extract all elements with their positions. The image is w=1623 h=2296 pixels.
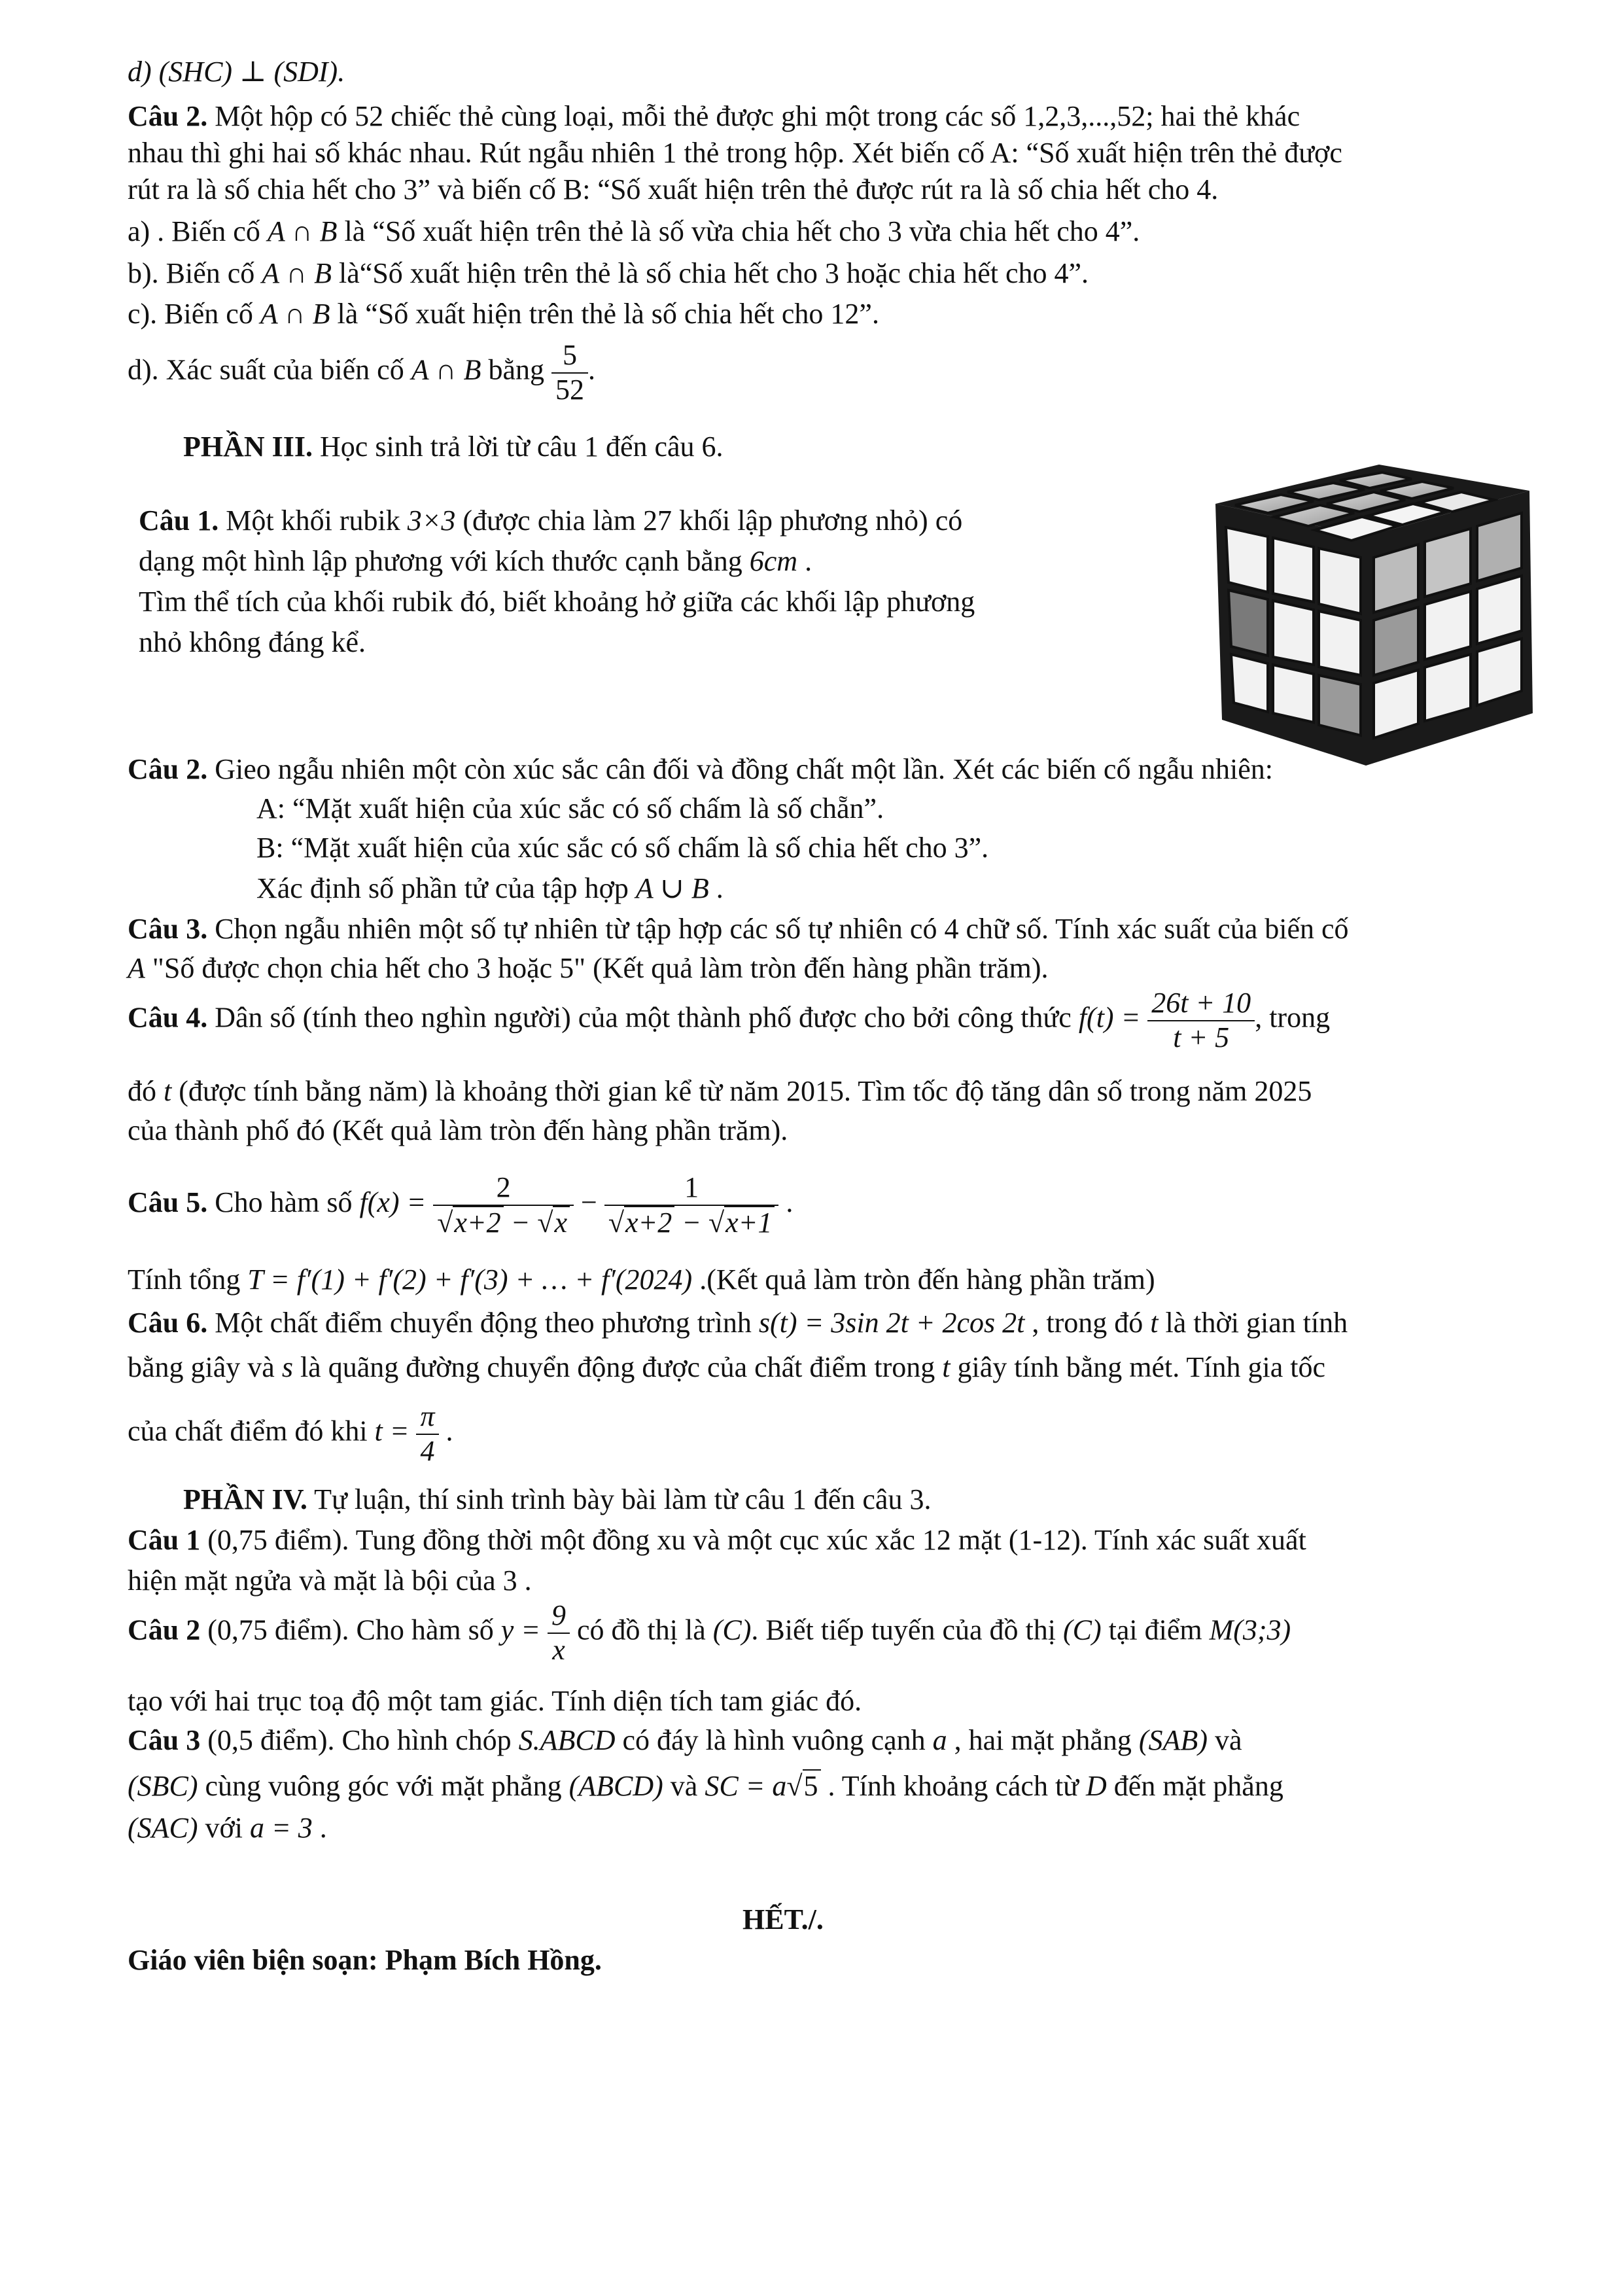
q5-line2: Tính tổng T = f′(1) + f′(2) + f′(3) + … + f′(2024) .(Kết quả làm tròn đến hàng phần trăm)	[128, 1263, 1155, 1296]
part4-heading: PHẦN IV. Tự luận, thí sinh trình bày bài làm từ câu 1 đến câu 3.	[183, 1483, 932, 1515]
fraction-pi-4: $\frac{\pi}{4}$	[416, 1400, 438, 1468]
e2-line1: Câu 2 (0,75 điểm). Cho hàm số y = $\frac{9}{x}$ có đồ thị là (C). Biết tiếp tuyến của đồ thị (C) tại điểm M(3;3)	[128, 1599, 1291, 1666]
q2-line1: Câu 2. Gieo ngẫu nhiên một còn xúc sắc cân đối và đồng chất một lần. Xét các biến cố ngẫu nhiên:	[128, 753, 1273, 785]
q2-event-b: B: “Mặt xuất hiện của xúc sắc có số chấm là số chia hết cho 3”.	[256, 832, 989, 864]
rubik-cube-image	[1202, 465, 1543, 772]
e3-line2: (SBC) cùng vuông góc với mặt phẳng (ABCD) và SC = a√5 . Tính khoảng cách từ D đến mặt phẳng	[128, 1770, 1283, 1802]
q3-line2: A "Số được chọn chia hết cho 3 hoặc 5" (Kết quả làm tròn đến hàng phần trăm).	[128, 952, 1049, 984]
q3-line1: Câu 3. Chọn ngẫu nhiên một số tự nhiên từ tập hợp các số tự nhiên có 4 chữ số. Tính xác suất của biến cố	[128, 913, 1349, 945]
p2-cau2-option-b: b). Biến cố A ∩ B là“Số xuất hiện trên thẻ là số chia hết cho 3 hoặc chia hết cho 4”.	[128, 257, 1089, 289]
q6-line3: của chất điểm đó khi t = $\frac{\pi}{4}$ .	[128, 1400, 453, 1467]
q1-line3: Tìm thể tích của khối rubik đó, biết khoảng hở giữa các khối lập phương	[139, 586, 975, 618]
q4-line1: Câu 4. Dân số (tính theo nghìn người) của một thành phố được cho bởi công thức f(t) = $\frac{26t + 10}{t + 5}$ , trong	[128, 987, 1331, 1053]
q6-line2: bằng giây và s là quãng đường chuyển động được của chất điểm trong t giây tính bằng mét. Tính gia tốc	[128, 1351, 1326, 1383]
q4-line3: của thành phố đó (Kết quả làm tròn đến hàng phần trăm).	[128, 1114, 788, 1146]
teacher-credit: Giáo viên biện soạn: Phạm Bích Hồng.	[128, 1944, 602, 1976]
e3-line1: Câu 3 (0,5 điểm). Cho hình chóp S.ABCD có đáy là hình vuông cạnh a , hai mặt phẳng (SAB) và	[128, 1724, 1242, 1756]
fraction-9-x: $\frac{9}{x}$	[548, 1599, 570, 1667]
q6-line1: Câu 6. Một chất điểm chuyển động theo phương trình s(t) = 3sin 2t + 2cos 2t , trong đó t là thời gian tính	[128, 1307, 1348, 1339]
part3-heading: PHẦN III. Học sinh trả lời từ câu 1 đến câu 6.	[183, 431, 724, 463]
e2-line2: tạo với hai trục toạ độ một tam giác. Tính diện tích tam giác đó.	[128, 1685, 862, 1717]
e3-line3: (SAC) với a = 3 .	[128, 1812, 327, 1844]
p2-cau2-option-c: c). Biến cố A ∩ B là “Số xuất hiện trên thẻ là số chia hết cho 12”.	[128, 298, 879, 330]
q5-line1: Câu 5. Cho hàm số f(x) = $\frac{2}{√x+2 - √x}$ − $\frac{1}{√x+2 - √x+1}$ .	[128, 1171, 794, 1239]
p2-cau2-option-a: a) . Biến cố A ∩ B là “Số xuất hiện trên thẻ là số vừa chia hết cho 3 vừa chia hết cho 4”.	[128, 215, 1140, 247]
fraction-term-2: $\frac{1}{√x+2 - √x+1}$	[604, 1171, 778, 1239]
q1-line1: Câu 1. Một khối rubik 3×3 (được chia làm 27 khối lập phương nhỏ) có	[139, 504, 963, 537]
fraction-population: $\frac{26t + 10}{t + 5}$	[1147, 987, 1255, 1054]
q4-line2: đó t (được tính bằng năm) là khoảng thời gian kể từ năm 2015. Tìm tốc độ tăng dân số trong năm 2025	[128, 1075, 1312, 1107]
q1-line4: nhỏ không đáng kể.	[139, 626, 366, 658]
fraction-5-52: $\frac{5}{52}$	[551, 339, 588, 406]
p2-cau2-option-d: d). Xác suất của biến cố A ∩ B bằng $\frac{5}{52}$ .	[128, 339, 595, 406]
e1-line2: hiện mặt ngửa và mặt là bội của 3 .	[128, 1564, 532, 1597]
fraction-term-1: $\frac{2}{√x+2 - √x}$	[433, 1171, 574, 1239]
e1-line1: Câu 1 (0,75 điểm). Tung đồng thời một đồng xu và một cục xúc xắc 12 mặt (1-12). Tính xác suất xuất	[128, 1524, 1306, 1556]
q1-line2: dạng một hình lập phương với kích thước cạnh bằng 6cm .	[139, 545, 812, 577]
item-d-previous: d) (SHC) ⊥ (SDI).	[128, 56, 345, 88]
q2-event-a: A: “Mặt xuất hiện của xúc sắc có số chấm là số chẵn”.	[256, 792, 884, 824]
p2-cau2-line2: nhau thì ghi hai số khác nhau. Rút ngẫu nhiên 1 thẻ trong hộp. Xét biến cố A: “Số xuất hiện trên thẻ được	[128, 137, 1342, 169]
p2-cau2-line1: Câu 2. Một hộp có 52 chiếc thẻ cùng loại, mỗi thẻ được ghi một trong các số 1,2,3,...,52; hai thẻ khác	[128, 100, 1300, 132]
end-mark: HẾT./.	[742, 1903, 824, 1935]
q2-question: Xác định số phần tử của tập hợp A ∪ B .	[256, 872, 724, 904]
p2-cau2-line3: rút ra là số chia hết cho 3” và biến cố B: “Số xuất hiện trên thẻ được rút ra là số chia hết cho 4.	[128, 173, 1219, 205]
